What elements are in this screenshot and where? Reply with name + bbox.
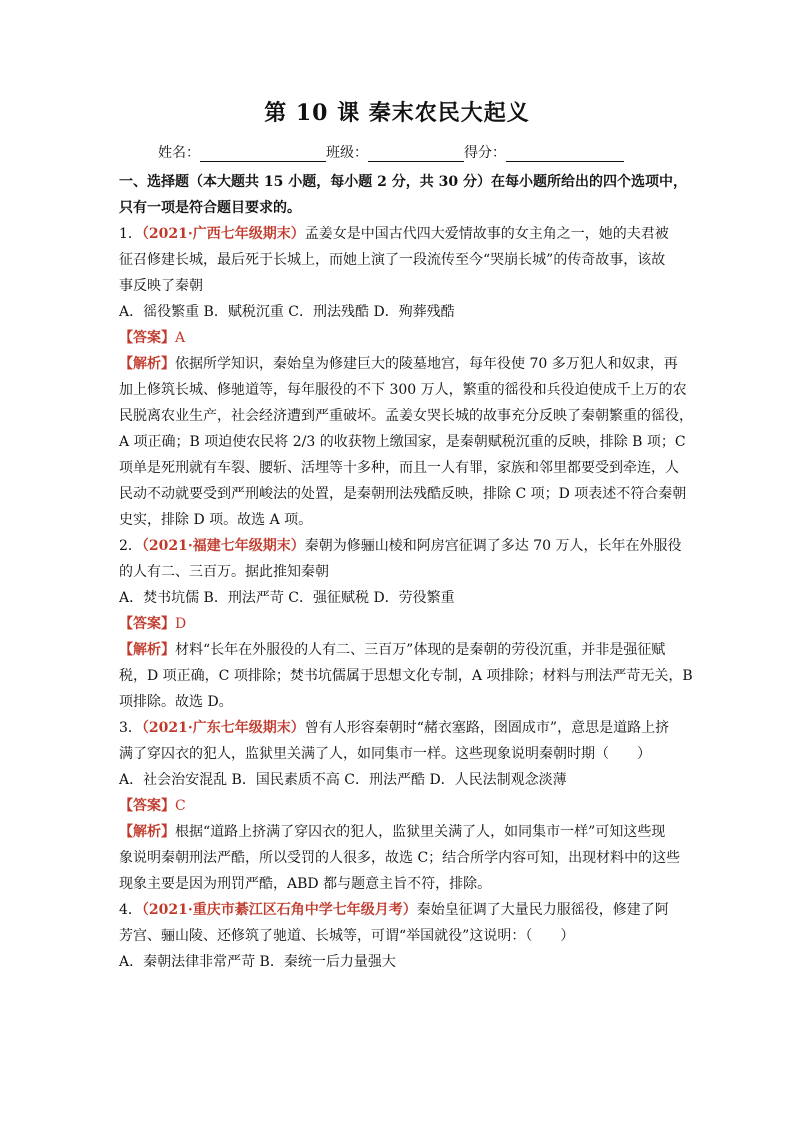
stem-text: 的人有二、三百万。据此推知秦朝 (119, 564, 329, 580)
question-4-stem (119, 897, 677, 923)
question-number: 3． (119, 720, 142, 736)
student-info-row (158, 142, 638, 162)
question-2-stem (119, 533, 682, 559)
stem-text: 满了穿囚衣的犯人，监狱里关满了人，如同集市一样。这些现象说明秦朝时期（ ） (119, 746, 651, 762)
answer-value: A (175, 330, 186, 346)
question-2-options: A．焚书坑儒 B．刑法严苛 C．强征赋税 D．劳役繁重 (119, 590, 455, 606)
question-3-answer (119, 793, 677, 819)
analysis-text: 民脱离农业生产，社会经济遭到严重破坏。孟姜女哭长城的故事充分反映了秦朝繁重的徭役， (119, 408, 693, 424)
stem-text: 秦朝为修骊山棱和阿房宫征调了多达 70 万人，长年在外服役 (304, 538, 682, 554)
analysis-text: 现象主要是因为刑罚严酷，ABD 都与题意主旨不符，排除。 (119, 876, 492, 892)
analysis-text: 税，D 项正确，C 项排除；焚书坑儒属于思想文化专制，A 项排除；材料与刑法严苛无关，B (119, 668, 693, 684)
page-title: 第 10 课 秦末农民大起义 (264, 100, 530, 126)
question-source: （2021·福建七年级期末） (141, 538, 305, 554)
analysis-text: 民动不动就要受到严刑峻法的处置，是秦朝刑法残酷反映，排除 C 项；D 项表述不符合秦朝 (119, 486, 687, 502)
analysis-text: 依据所学知识，秦始皇为修建巨大的陵墓地宫，每年役使 70 多万犯人和奴隶，再 (175, 356, 678, 372)
answer-label: 【答案】 (119, 616, 175, 632)
question-source: （2021·广东七年级期末） (141, 720, 305, 736)
analysis-text: 材料“长年在外服役的人有二、三百万”体现的是秦朝的劳役沉重，并非是强征赋 (175, 642, 666, 658)
name-blank[interactable] (200, 147, 326, 162)
question-3-options: A．社会治安混乱 B．国民素质不高 C．刑法严酷 D．人民法制观念淡薄 (119, 772, 567, 788)
stem-text: 曾有人形容秦朝时“赭衣塞路，囹圄成市”，意思是道路上挤 (304, 720, 670, 736)
question-3-analysis (119, 819, 677, 845)
stem-text: 芳宫、骊山陵、还修筑了驰道、长城等，可谓“举国就役”这说明：（ ） (119, 928, 575, 944)
stem-text: 事反映了秦朝 (119, 278, 203, 294)
question-source: （2021·重庆市綦江区石角中学七年级月考） (141, 902, 417, 918)
question-2-analysis (119, 637, 677, 663)
analysis-text: 史实，排除 D 项。故选 A 项。 (119, 512, 313, 528)
question-1-options: A．徭役繁重 B．赋税沉重 C．刑法残酷 D．殉葬残酷 (119, 304, 455, 320)
answer-value: C (175, 798, 186, 814)
question-1-stem (119, 221, 677, 247)
stem-text: 秦始皇征调了大量民力服徭役，修建了阿 (416, 902, 669, 918)
question-content (119, 169, 693, 975)
analysis-label: 【解析】 (119, 356, 175, 372)
question-source: （2021·广西七年级期末） (141, 226, 305, 242)
question-number: 2． (119, 538, 142, 554)
analysis-text: 象说明秦朝刑法严酷，所以受罚的人很多，故选 C；结合所学内容可知，出现材料中的这些 (119, 850, 681, 866)
score-blank[interactable] (506, 147, 624, 162)
analysis-text: 根据“道路上挤满了穿囚衣的犯人，监狱里关满了人，如同集市一样”可知这些现 (175, 824, 666, 840)
answer-label: 【答案】 (119, 798, 175, 814)
analysis-text: 项单是死刑就有车裂、腰斩、活埋等十多种，而且一人有罪，家族和邻里都要受到牵连，人 (119, 460, 679, 476)
answer-value: D (175, 616, 187, 632)
analysis-text: 项排除。故选 D。 (119, 694, 233, 710)
class-label: 班级： (326, 145, 368, 161)
question-4-options: A．秦朝法律非常严苛 B．秦统一后力量强大 (119, 954, 396, 970)
analysis-text: 加上修筑长城、修驰道等，每年服役的不下 300 万人，繁重的徭役和兵役迫使成千上万的农 (119, 382, 687, 398)
stem-text: 孟姜女是中国古代四大爱情故事的女主角之一，她的夫君被 (304, 226, 669, 242)
analysis-label: 【解析】 (119, 642, 175, 658)
analysis-text: A 项正确；B 项迫使农民将 2/3 的收获物上缴国家，是秦朝赋税沉重的反映，排除 B 项；C (119, 434, 686, 450)
stem-text: 征召修建长城，最后死于长城上，而她上演了一段流传至今“哭崩长城”的传奇故事，该故 (119, 252, 666, 268)
class-blank[interactable] (368, 147, 464, 162)
score-label: 得分： (464, 145, 506, 161)
section-heading: 一、选择题（本大题共 15 小题，每小题 2 分，共 30 分）在每小题所给出的四个选项中， (119, 174, 687, 190)
question-number: 4． (119, 902, 142, 918)
question-1-analysis (119, 351, 677, 377)
question-1-answer (119, 325, 677, 351)
question-number: 1． (119, 226, 142, 242)
analysis-label: 【解析】 (119, 824, 175, 840)
section-heading-cont: 只有一项是符合题目要求的。 (119, 200, 301, 216)
question-2-answer (119, 611, 677, 637)
answer-label: 【答案】 (119, 330, 175, 346)
name-label: 姓名： (158, 145, 200, 161)
question-3-stem (119, 715, 677, 741)
